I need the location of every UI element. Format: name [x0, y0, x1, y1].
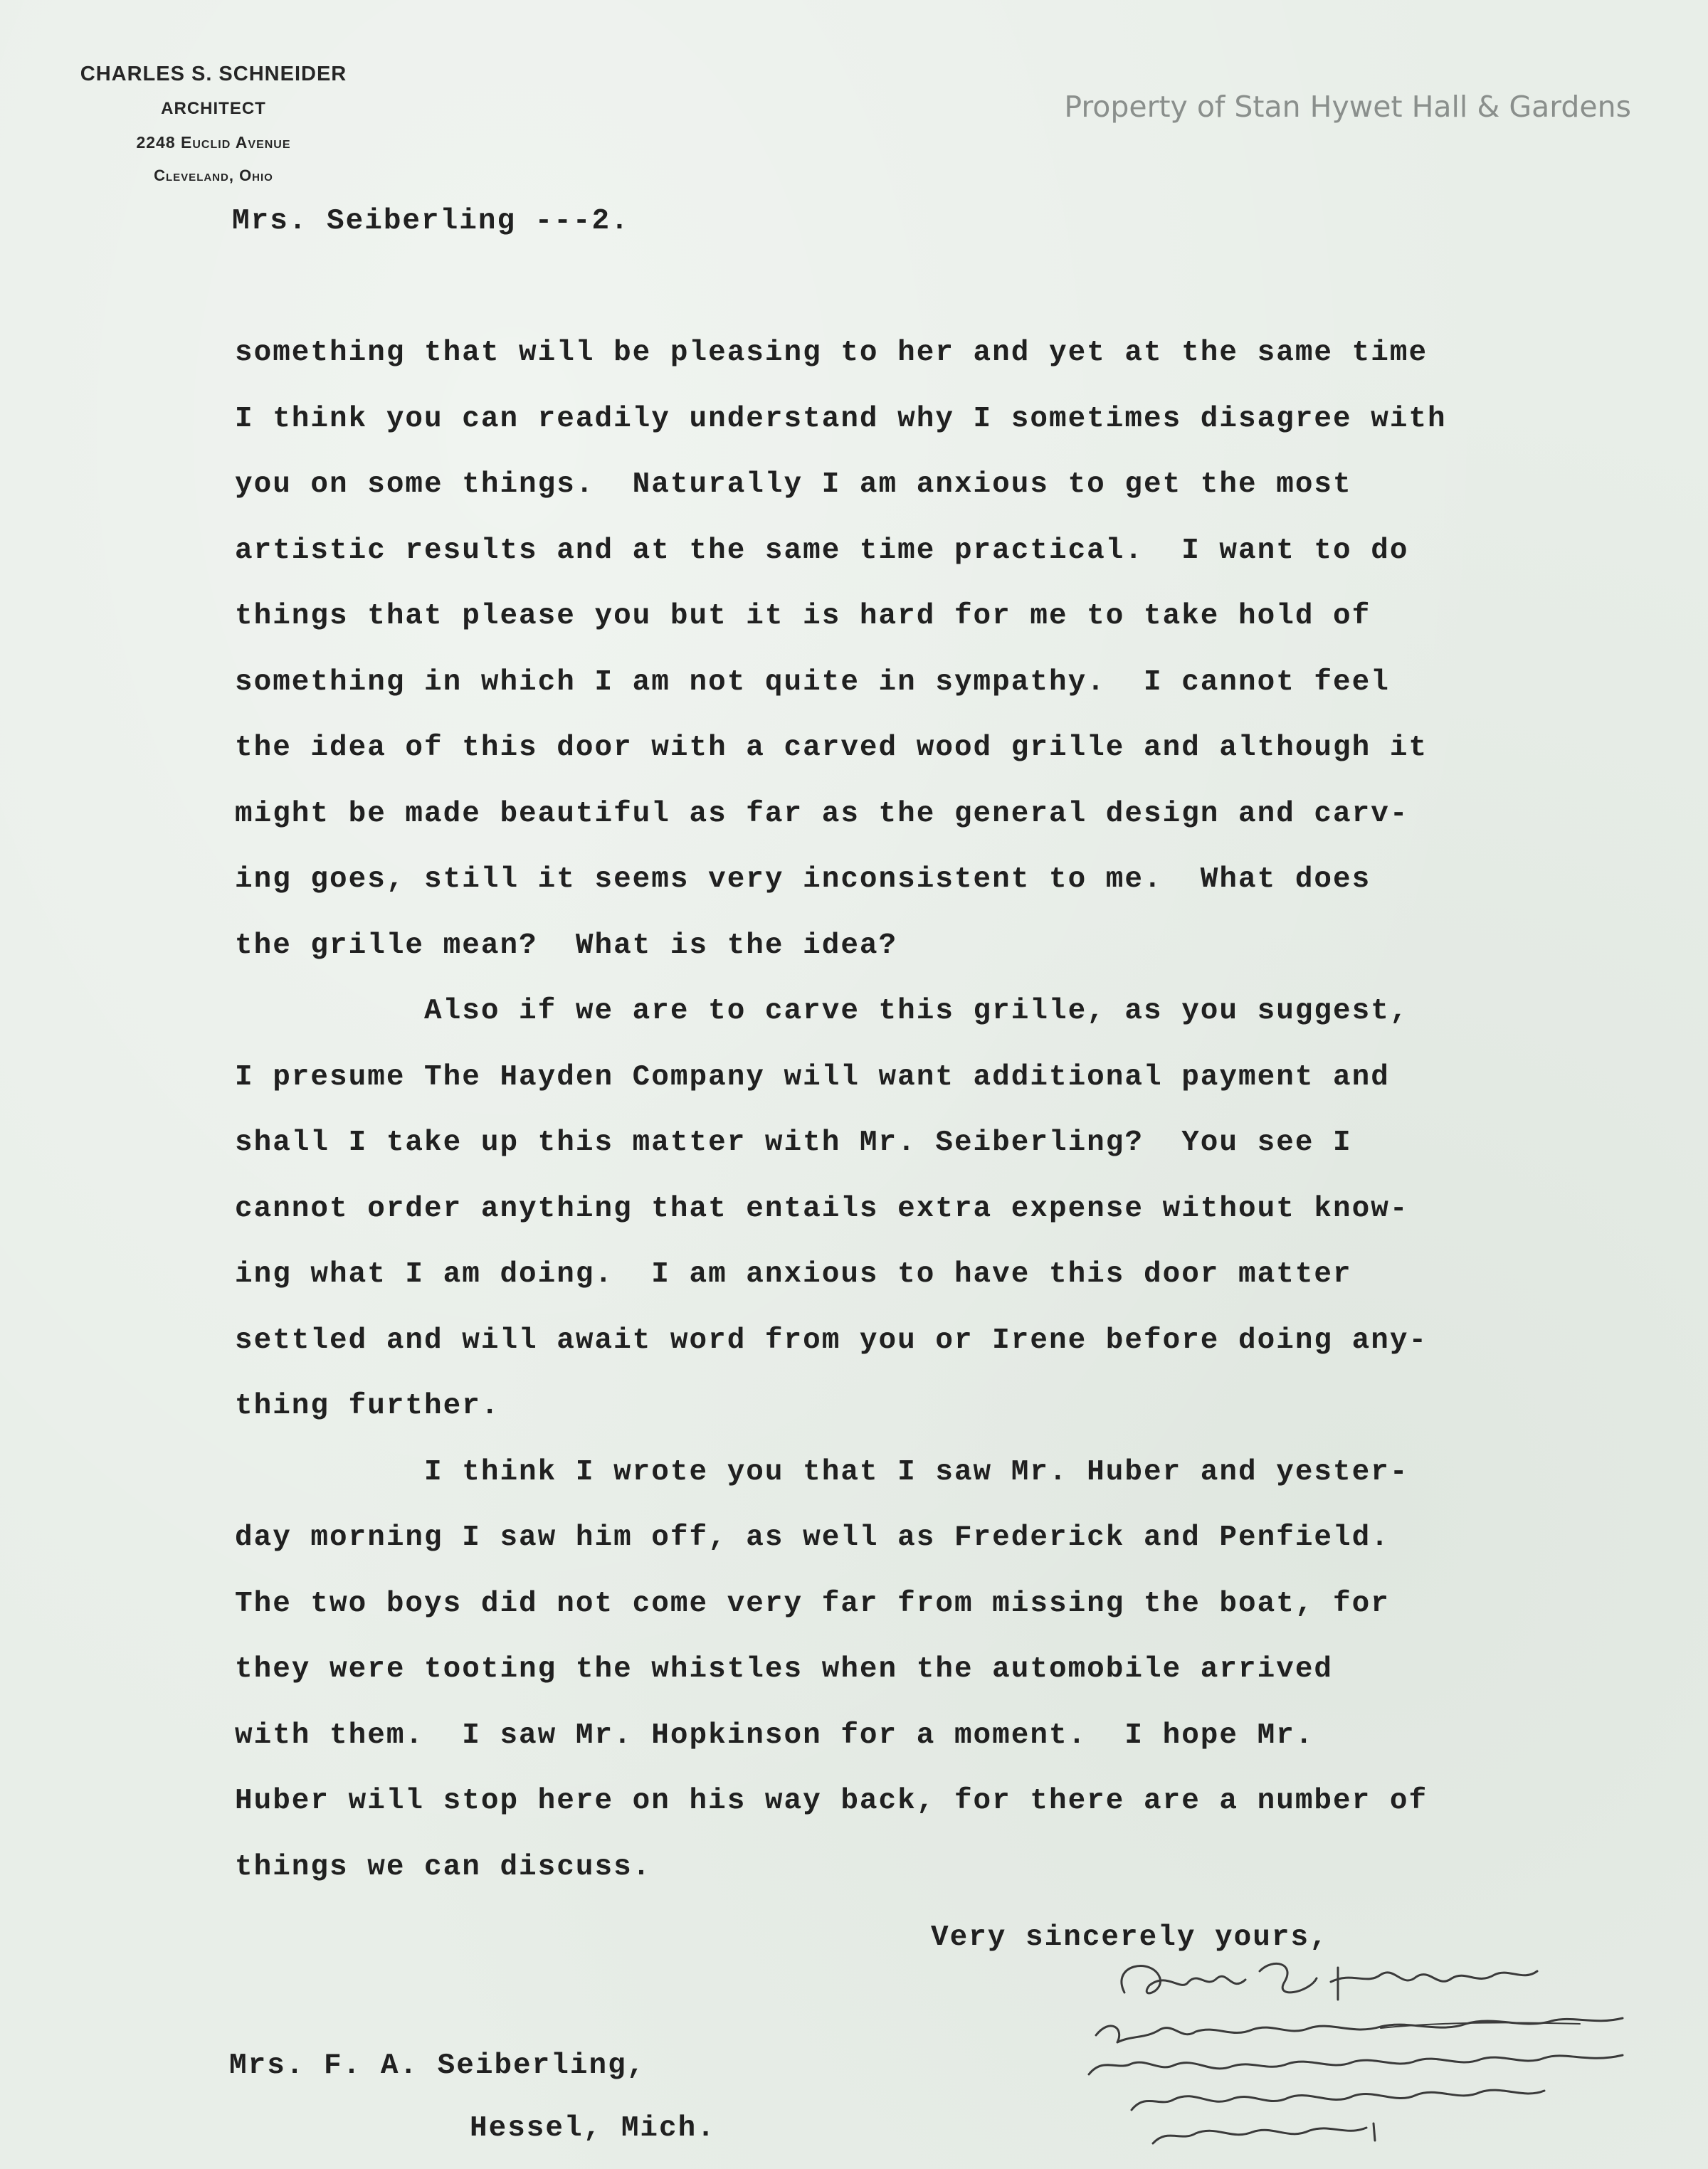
body-line: the grille mean? What is the idea?: [235, 929, 898, 962]
body-line: day morning I saw him off, as well as Frederick and Penfield.: [235, 1521, 1390, 1554]
body-line: things that please you but it is hard for me to take hold of: [235, 600, 1371, 633]
body-line: you on some things. Naturally I am anxious to get the most: [235, 468, 1352, 501]
closing: Very sincerely yours,: [931, 1921, 1329, 1954]
handwritten-signature-and-note: [1082, 1950, 1637, 2163]
body-line: thing further.: [235, 1390, 500, 1423]
body-line: The two boys did not come very far from missing the boat, for: [235, 1587, 1390, 1620]
body-line: I think I wrote you that I saw Mr. Huber and yester-: [235, 1455, 1409, 1489]
body-line: shall I take up this matter with Mr. Seiberling? You see I: [235, 1126, 1352, 1159]
body-line: they were tooting the whistles when the automobile arrived: [235, 1653, 1334, 1686]
addressee-name: Mrs. F. A. Seiberling,: [229, 2049, 646, 2082]
body-line: the idea of this door with a carved wood grille and although it: [235, 732, 1428, 764]
body-line: Huber will stop here on his way back, for there are a number of: [235, 1785, 1428, 1817]
body-line: things we can discuss.: [235, 1850, 652, 1884]
letter-body: [235, 332, 1587, 1911]
body-line: ing goes, still it seems very inconsistent to me. What does: [235, 863, 1371, 896]
body-line: with them. I saw Mr. Hopkinson for a moment. I hope Mr.: [235, 1719, 1314, 1752]
body-line: I think you can readily understand why I sometimes disagree with: [235, 402, 1447, 436]
body-line: artistic results and at the same time practical. I want to do: [235, 534, 1409, 567]
body-line: cannot order anything that entails extra expense without know-: [235, 1192, 1409, 1225]
body-line: I presume The Hayden Company will want additional payment and: [235, 1060, 1390, 1094]
body-line: something that will be pleasing to her and yet at the same time: [235, 337, 1428, 369]
archive-watermark: Property of Stan Hywet Hall & Gardens: [1064, 90, 1631, 124]
letterhead-name: CHARLES S. SCHNEIDER: [80, 63, 347, 85]
letterhead-city: Cleveland, Ohio: [154, 167, 273, 184]
page-header: Mrs. Seiberling ---2.: [232, 205, 630, 238]
body-line: Also if we are to carve this grille, as you suggest,: [235, 995, 1409, 1028]
letterhead: [64, 63, 363, 185]
body-line: something in which I am not quite in sympathy. I cannot feel: [235, 665, 1390, 699]
addressee-location: Hessel, Mich.: [470, 2112, 716, 2145]
body-line: settled and will await word from you or Irene before doing any-: [235, 1324, 1428, 1357]
body-line: might be made beautiful as far as the general design and carv-: [235, 797, 1409, 830]
body-line: ing what I am doing. I am anxious to have this door matter: [235, 1258, 1352, 1291]
letterhead-title: ARCHITECT: [161, 99, 266, 118]
letterhead-address: 2248 Euclid Avenue: [136, 133, 291, 152]
